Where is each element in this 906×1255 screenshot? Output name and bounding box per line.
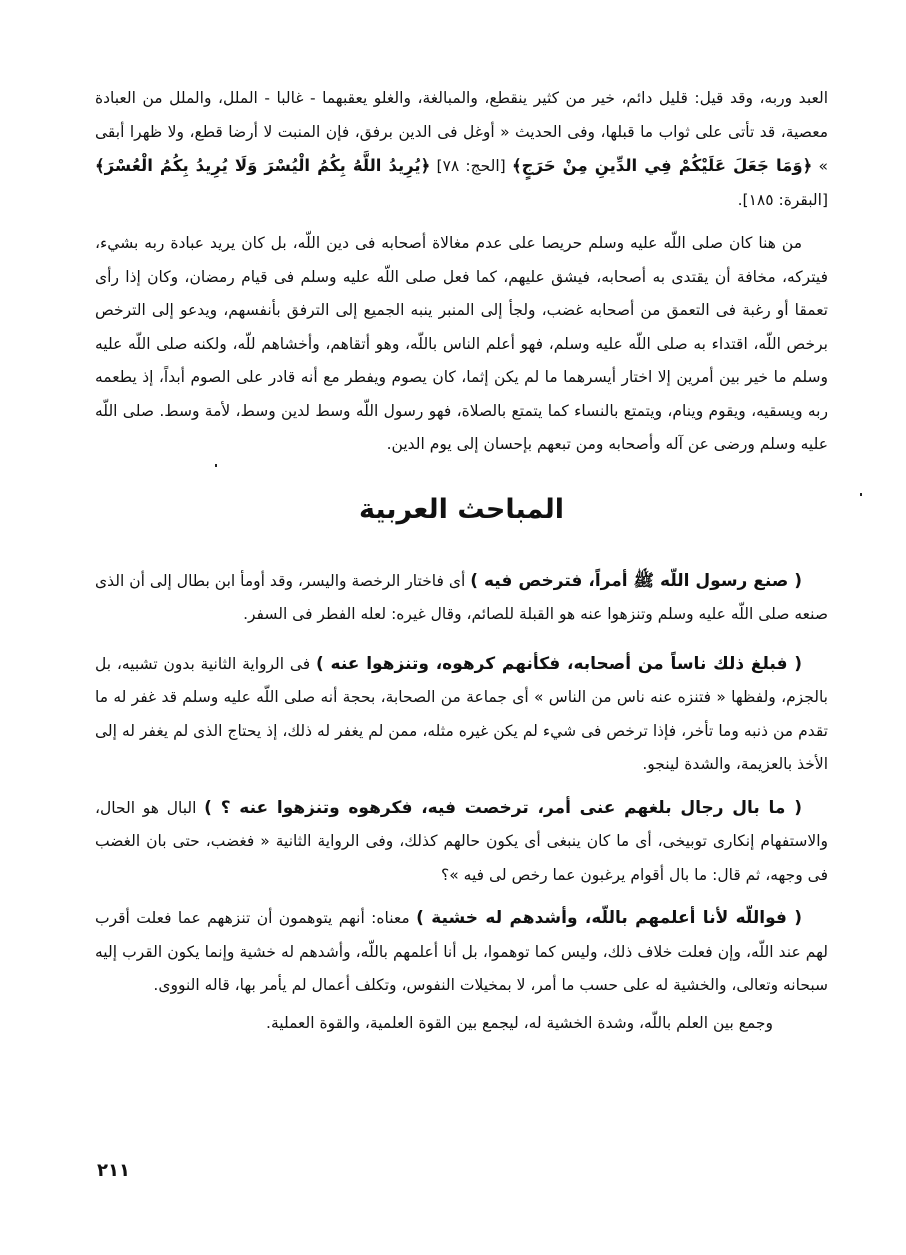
entry-paragraph xyxy=(95,565,828,632)
verse-reference-hajj: [الحج: ٧٨] xyxy=(430,157,512,175)
section-title: المباحث العربية xyxy=(358,493,565,525)
entry-text: معناه: أنهم يتوهمون أن تنزههم عما فعلت أقرب لهم عند اللّه، وإن فعلت خلاف ذلك، وليس كما توهموا، بل أنا أعلمهم باللّه، وأشدهم له خشية وإنما يكون القرب إليه سبحانه وتعالى، والخشية له على حسب ما أمر، لا بمخيلات النفوس، وتكلف أعمال لم يأمر بها، قاله النووى. xyxy=(95,909,828,994)
entry-paragraph xyxy=(95,902,828,1003)
intro-paragraph-1 xyxy=(95,82,828,217)
closing-sentence: وجمع بين العلم باللّه، وشدة الخشية له، ليجمع بين القوة العلمية، والقوة العملية. xyxy=(266,1013,773,1032)
page-number: ٢١١ xyxy=(97,1160,130,1181)
document-page xyxy=(95,82,828,1040)
quran-verse-hajj: ﴿وَمَا جَعَلَ عَلَيْكُمْ فِي الدِّينِ مِنْ حَرَجٍ﴾ xyxy=(511,156,813,175)
scan-speck xyxy=(215,464,217,467)
intro-text: العبد وربه، وقد قيل: قليل دائم، خير من كثير ينقطع، والمبالغة، والغلو يعقبهما - غالبا - الملل، والملل من العبادة معصية، قد تأتى على ثواب ما قبلها، وفى الحديث « أوغل فى الدين برفق، فإن المنبت لا أرضا قطع، ولا ظهرا أبقى » xyxy=(95,89,828,175)
scan-speck xyxy=(860,493,862,496)
quran-verse-baqarah: ﴿يُرِيدُ اللَّهُ بِكُمُ الْيُسْرَ وَلَا يُرِيدُ بِكُمُ الْعُسْرَ﴾ xyxy=(95,156,431,175)
entry-text: فى الرواية الثانية بدون تشبيه، بل بالجزم، ولفظها « فتنزه عنه ناس من الناس » أى جماعة من الصحابة، بحجة أنه صلى اللّه عليه وسلم قد غفر له ما تقدم من ذنبه وما تأخر، فإذا ترخص فى شيء لم يكن غيره مثله، ممن لم يغفر له ذلك، إذ يحتاج الذى لم يغفر له إلى الأخذ بالعزيمة، والشدة لينجو. xyxy=(95,654,828,773)
entry-paragraph xyxy=(95,792,828,893)
verse-reference-baqarah: [البقرة: ١٨٥]. xyxy=(737,190,828,209)
entry-paragraph xyxy=(95,648,828,782)
entry-lemma: ( ما بال رجال بلغهم عنى أمر، ترخصت فيه، فكرهوه وتنزهوا عنه ؟ ) xyxy=(204,797,802,818)
entry-text: أى فاختار الرخصة واليسر، وقد أومأ ابن بطال إلى أن الذى صنعه صلى اللّه عليه وسلم وتنزهوا عنه هو القبلة للصائم، وقال غيره: لعله الفطر فى السفر. xyxy=(95,571,828,623)
entry-text: البال هو الحال، والاستفهام إنكارى توبيخى، أى ما كان ينبغى أى يكون حالهم كذلك، وفى الرواية الثانية « فغضب، حتى بان الغضب فى وجهه، ثم قال: ما بال أقوام يرغبون عما رخص لى فيه »؟ xyxy=(95,798,828,884)
entry-lemma: ( فواللّه لأنا أعلمهم باللّه، وأشدهم له خشية ) xyxy=(416,908,802,928)
entry-lemma: ( صنع رسول اللّه ﷺ أمراً، فترخص فيه ) xyxy=(470,570,802,591)
intro-paragraph-2: من هنا كان صلى اللّه عليه وسلم حريصا على عدم مغالاة أصحابه فى دين اللّه، بل كان يريد عبادة ربه بشيء، فيتركه، مخافة أن يقتدى به أصحابه، فيشق عليهم، كما فعل صلى اللّه عليه وسلم فى قيام رمضان، وكان إذا رأى تعمقا أو رغبة فى التعمق من أصحابه غضب، ولجأ إلى المنبر ينبه الجميع إلى الترفق بأنفسهم، ويدعو إلى الترخص برخص اللّه، اقتداء به صلى اللّه عليه وسلم، فهو أعلم الناس باللّه، وهو أتقاهم، وأخشاهم للّه، ولكنه صلى اللّه عليه وسلم ما خير بين أمرين إلا اختار أيسرهما ما لم يكن إثما، كان يصوم ويفطر مع أنه قادر على الصوم أبداً، إذ يطعمه ربه ويسقيه، ويقوم وينام، ويتمتع بالنساء كما يتمتع بالصلاة، فهو رسول اللّه وسط لدين وسط، لأمة وسط. صلى اللّه عليه وسلم ورضى عن آله وأصحابه ومن تبعهم بإحسان إلى يوم الدين. xyxy=(95,234,828,453)
entry-lemma: ( فبلغ ذلك ناساً من أصحابه، فكأنهم كرهوه، وتنزهوا عنه ) xyxy=(316,653,803,674)
